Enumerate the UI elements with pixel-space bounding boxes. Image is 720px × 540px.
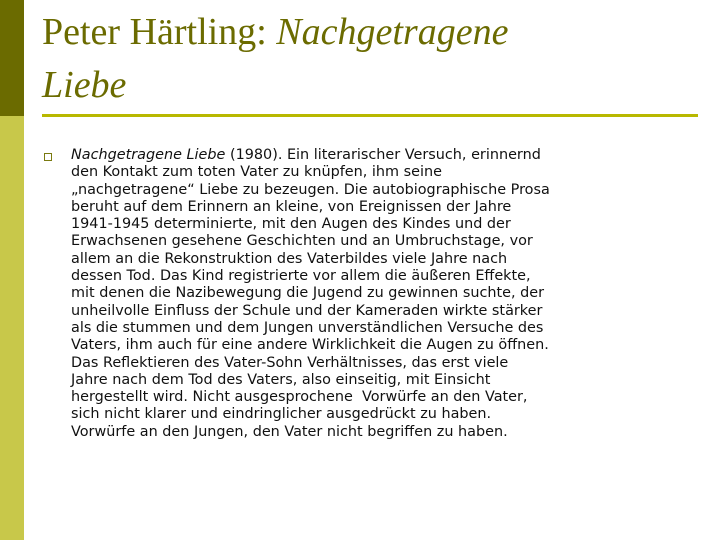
work-title: Nachgetragene Liebe bbox=[71, 147, 226, 163]
paragraph-line: „nachgetragene“ Liebe zu bezeugen. Die autobiographische Prosa bbox=[71, 181, 550, 198]
paragraph-line: unheilvolle Einfluss der Schule und der Kameraden wirkte stärker bbox=[71, 302, 543, 319]
paragraph-line: als die stummen und dem Jungen unverständlichen Versuche des bbox=[71, 319, 544, 336]
bullet-square-icon bbox=[44, 153, 52, 161]
paragraph-line: sich nicht klarer und eindringlicher ausgedrückt zu haben. bbox=[71, 406, 492, 423]
paragraph-line: hergestellt wird. Nicht ausgesprochene Vorwürfe an den Vater, bbox=[71, 389, 528, 406]
paragraph-line: den Kontakt zum toten Vater zu knüpfen, ihm seine bbox=[71, 164, 442, 181]
paragraph-line: Vorwürfe an den Jungen, den Vater nicht begriffen zu haben. bbox=[71, 423, 508, 440]
slide-title bbox=[42, 6, 702, 112]
paragraph-line: Vaters, ihm auch für eine andere Wirklichkeit die Augen zu öffnen. bbox=[71, 337, 549, 354]
title-author: Peter Härtling: bbox=[42, 11, 277, 53]
bullet-paragraph bbox=[71, 147, 681, 441]
paragraph-lead: (1980). Ein literarischer Versuch, erinnernd bbox=[225, 147, 541, 163]
paragraph-line: mit denen die Nazibewegung die Jugend zu gewinnen suchte, der bbox=[71, 285, 545, 302]
title-work-line-2: Liebe bbox=[42, 64, 127, 106]
title-work-line-1: Nachgetragene bbox=[276, 11, 509, 53]
paragraph-line: Das Reflektieren des Vater-Sohn Verhältnisses, das erst viele bbox=[71, 354, 509, 371]
title-divider bbox=[42, 114, 698, 117]
sidebar-accent-light bbox=[0, 116, 24, 540]
paragraph-line: beruht auf dem Erinnern an kleine, von Ereignissen der Jahre bbox=[71, 198, 512, 215]
paragraph-line: 1941-1945 determinierte, mit den Augen des Kindes und der bbox=[71, 216, 511, 233]
paragraph-line: Erwachsenen gesehene Geschichten und an Umbruchstage, vor bbox=[71, 233, 533, 250]
sidebar-accent-dark bbox=[0, 0, 24, 116]
paragraph-line: dessen Tod. Das Kind registrierte vor allem die äußeren Effekte, bbox=[71, 268, 531, 285]
paragraph-line: Jahre nach dem Tod des Vaters, also einseitig, mit Einsicht bbox=[71, 371, 491, 388]
paragraph-line: allem an die Rekonstruktion des Vaterbildes viele Jahre nach bbox=[71, 250, 508, 267]
